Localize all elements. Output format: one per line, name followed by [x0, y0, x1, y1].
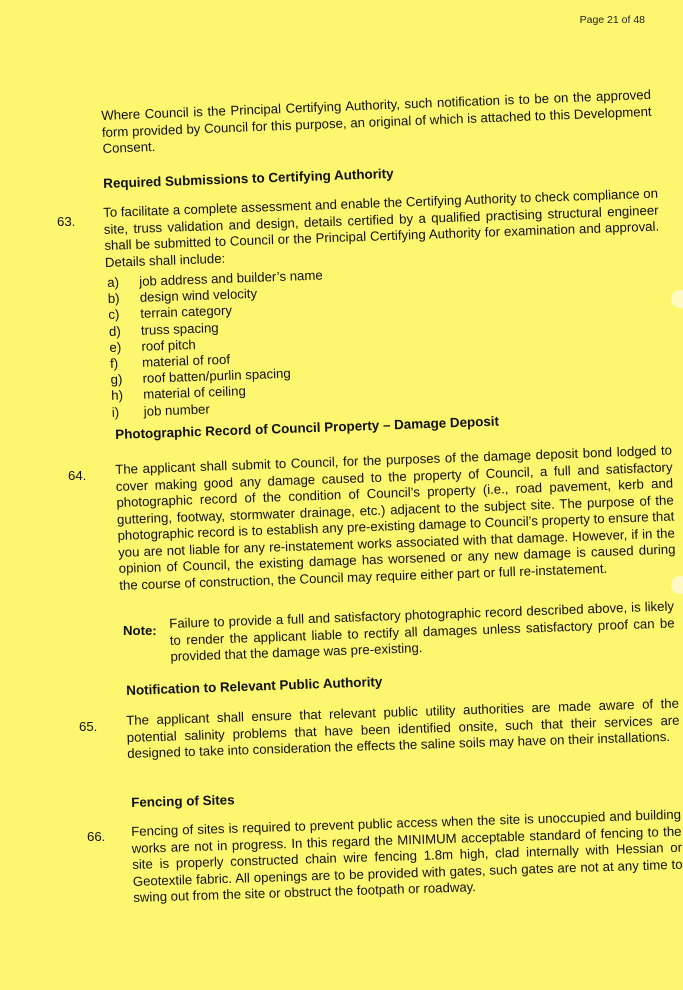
requirements-list	[107, 267, 327, 420]
note-label: Note:	[123, 623, 157, 638]
heading-photographic-record: Photographic Record of Council Property – Damage Deposit	[115, 413, 500, 442]
clause-number-65: 65.	[79, 719, 98, 734]
heading-notification: Notification to Relevant Public Authority	[126, 674, 383, 698]
list-item-letter: f)	[109, 355, 119, 371]
list-item-letter: g)	[110, 371, 123, 388]
list-item-text: roof batten/purlin spacing	[142, 365, 291, 386]
list-item-text: material of roof	[141, 351, 231, 370]
list-item-text: terrain category	[140, 303, 233, 322]
punch-hole-bottom	[671, 576, 683, 594]
list-item-letter: c)	[108, 306, 120, 323]
list-item-letter: b)	[107, 290, 120, 307]
list-item-letter: d)	[108, 323, 121, 339]
note-text: Failure to provide a full and satisfactory photographic record described above, is likely to render the applicant liable to rectify all damages unless satisfactory proof can be provided that the damage was pre-existing.	[169, 598, 675, 664]
clause-65-text: The applicant shall ensure that relevant public utility authorities are made aware of the potential salinity problems that have been identified onsite, such that their services are designed to take into consideration the effects the saline soils may have on their installations.	[126, 695, 680, 761]
list-item-letter: a)	[107, 274, 120, 290]
list-item-letter: e)	[109, 339, 122, 355]
list-item-text: job number	[143, 401, 210, 419]
list-item-letter: i)	[111, 404, 120, 420]
heading-fencing: Fencing of Sites	[131, 792, 235, 810]
list-item-letter: h)	[110, 387, 124, 404]
list-item-text: roof pitch	[141, 336, 196, 354]
clause-number-66: 66.	[87, 829, 106, 844]
clause-66-text: Fencing of sites is required to prevent public access when the site is unoccupied and building works are not in progress. In this regard the MINIMUM acceptable standard of fencing to the site is properly constructed chain wire fencing 1.8m high, clad internally with Hessian or Geotextile fabric. All openings are to be provided with gates, such gates are not at any time to swing out from the site or obstruct the footpath or roadway.	[131, 806, 683, 905]
punch-hole-top	[671, 290, 683, 308]
list-item-text: job address and builder’s name	[138, 267, 323, 289]
clause-63-text: To facilitate a complete assessment and enable the Certifying Authority to check compliance on site, truss validation and design, details certified by a qualified practising structural engineer shall be submitted to Council or the Principal Certifying Authority for examination and approval. Details shall include:	[103, 185, 660, 270]
clause-number-63: 63.	[57, 214, 76, 229]
clause-64-text: The applicant shall submit to Council, for the purposes of the damage deposit bond lodged to cover making good any damage caused to the property of Council, a full and satisfactory photographic record of the condition of Council’s property (i.e., road pavement, kerb and guttering, footway, stormwater drainage, etc.) adjacent to the subject site. The purpose of the photographic record is to establish any pre-existing damage to Council’s property to ensure that you are not liable for any re-instatement works associated with that damage. However, if in the opinion of Council, the existing damage has worsened or any new damage is caused during the course of construction, the Council may require either part or full re-instatement.	[115, 442, 676, 593]
intro-paragraph: Where Council is the Principal Certifying Authority, such notification is to be on the approved form provided by Council for this purpose, an original of which is attached to this Development Consent.	[101, 86, 652, 156]
list-item-text: material of ceiling	[142, 383, 247, 403]
list-item-text: truss spacing	[140, 319, 219, 338]
page-number: Page 21 of 48	[579, 14, 645, 26]
clause-number-64: 64.	[68, 468, 87, 483]
list-item-text: design wind velocity	[139, 285, 258, 306]
heading-required-submissions: Required Submissions to Certifying Authority	[103, 165, 394, 191]
